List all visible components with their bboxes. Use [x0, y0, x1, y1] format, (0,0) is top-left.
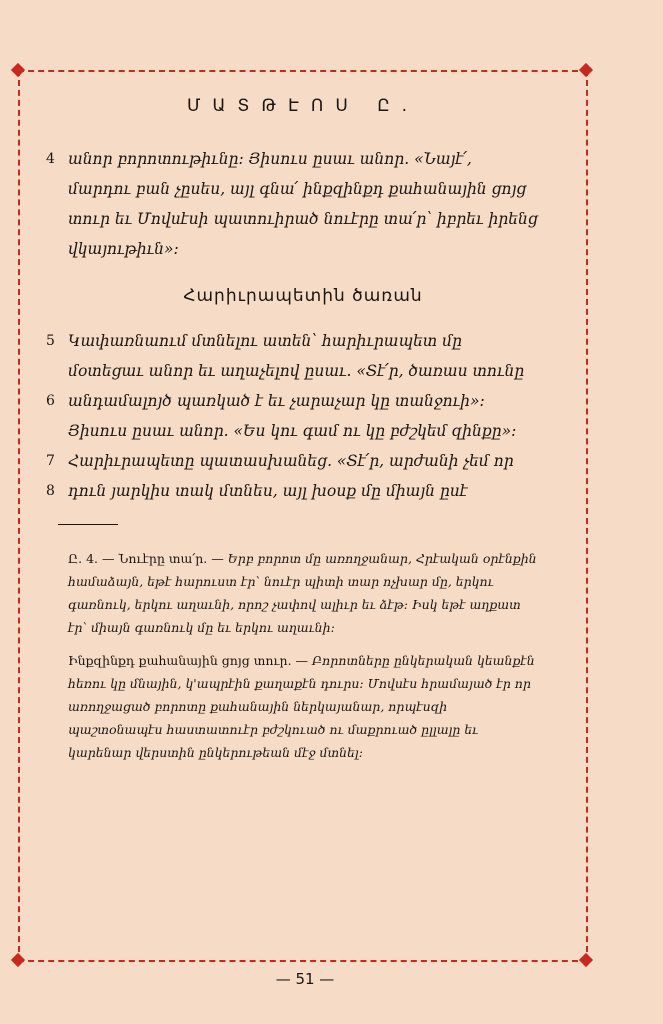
verse-number: 7 — [46, 453, 55, 469]
verse-block — [46, 326, 538, 506]
verse-number: 8 — [46, 483, 55, 499]
verse-block — [46, 144, 538, 264]
verse-number: 5 — [46, 333, 55, 349]
footnote-text: Երբ բորոտ մը առողջանար, Հրէական օրէնքին համաձայն, եթէ հարուստ էր՝ նուէր պիտի տար ոչխար մը, երկու գառնուկ, երկու աղաւնի, որոշ չափով ալիւր եւ ձէթ: Իսկ եթէ աղքատ էր՝ միայն գառնուկ մը եւ երկու աղաւնի: — [68, 551, 537, 635]
verse-text: ըսաւ. «Տէ՛ր, ծառաս տունը անդամալոյծ պառկած է եւ չարաչար կը տանջուի»: — [68, 362, 525, 410]
footnote — [68, 649, 538, 764]
running-title: ՄԱՏԹԷՈՍ Ը. — [186, 96, 420, 116]
page-content — [46, 96, 538, 774]
verse-text: բժշկեմ զինքը»: Հարիւրապետը պատասխանեց. «Տէ՛ր, արժանի չեմ որ դուն յարկիս տակ մտնես, այլ խօսք մը միայն ըսէ — [68, 422, 517, 500]
footnote-text: Բորոտները ընկերական կեանքէն հեռու կը մնային, կ'ապրէին քաղաքէն դուրս: Մովսէս հրամայած էր որ առողջացած բորոտը քահանային ներկայանար, որպէսզի պաշտօնապէս հաստատուէր բժշկուած ու մաքրուած ըլլալը եւ կարենար վերստին ընկերութեան մէջ մտնել: — [68, 653, 535, 760]
footnote-lead: Ինքզինքդ քահանային ցոյց տուր. — — [68, 653, 309, 668]
verse-text: անոր բորոտութիւնը: Յիսուս ըսաւ անոր. «Նայէ՛, մարդու բան չըսես, այլ գնա՛ ինքզինքդ քահանային ցոյց տուր եւ Մովսէսի պատուիրած նուէրը տա՛ր՝ իբրեւ իրենց վկայութիւն»: — [68, 150, 538, 258]
footnote-lead: Ը. 4. — Նուէրը տա՛ր. — — [68, 551, 224, 566]
verse-number: 6 — [46, 393, 55, 409]
footnote-rule — [58, 524, 118, 525]
verse-text: Յիսուս ըսաւ անոր. «Ես կու գամ ու կը — [68, 422, 386, 440]
verse-text: Կափառնաում մտնելու ատեն՝ հարիւրապետ մը մօտեցաւ անոր եւ աղաչելով — [68, 332, 462, 380]
footnote — [68, 547, 538, 639]
page-number: — 51 — — [275, 970, 335, 988]
verse-number: 4 — [46, 151, 55, 167]
section-heading: Հարիւրապետին ծառան — [183, 286, 423, 306]
